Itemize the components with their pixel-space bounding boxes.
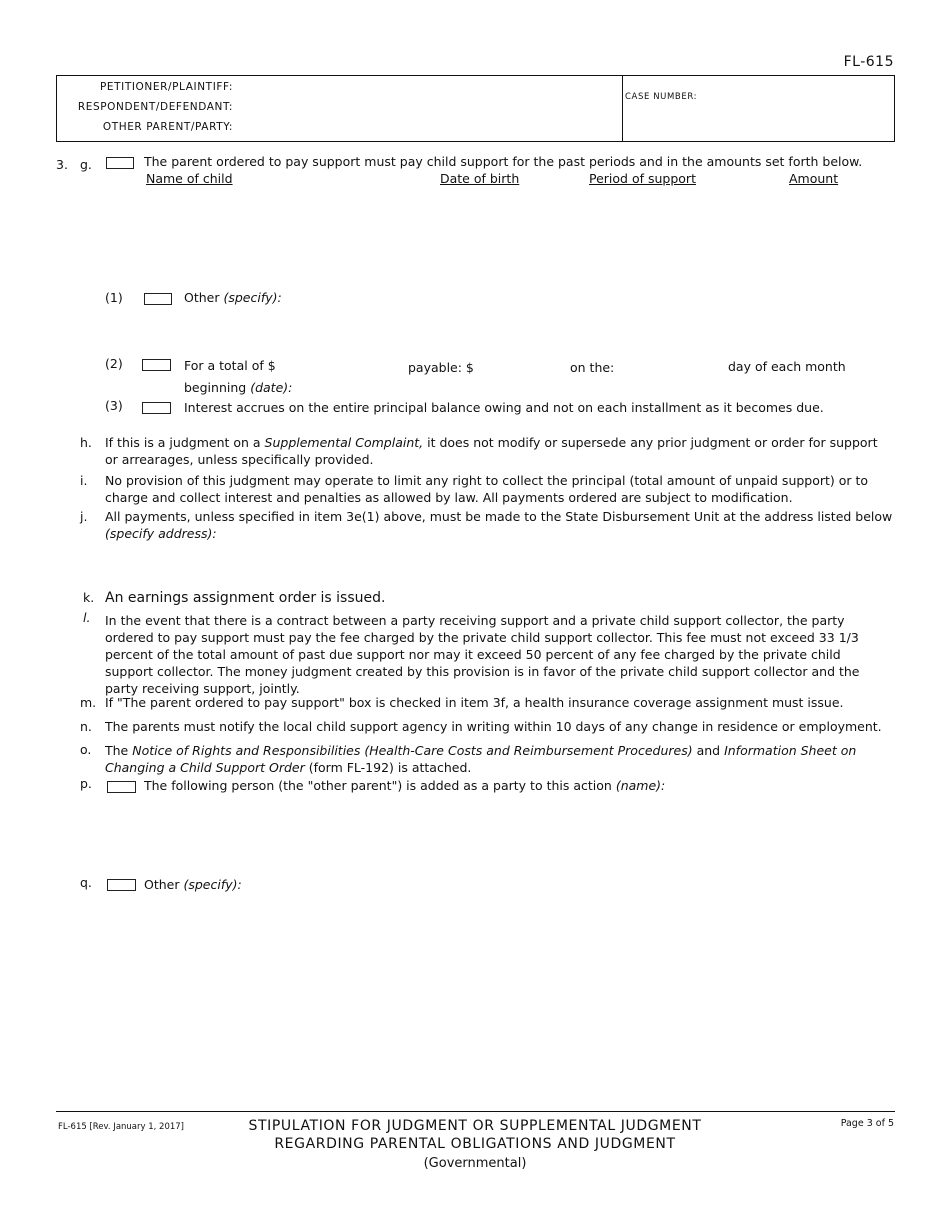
- sub-2-on-label: on the:: [570, 360, 615, 375]
- sub-1-checkbox[interactable]: [144, 293, 172, 305]
- item-h-post: it does not modify or supersede any prior judgment or order for support or arrearages, unless specifically provided.: [105, 435, 878, 467]
- item-o-post: (form FL-192) is attached.: [304, 760, 472, 775]
- item-i-text: No provision of this judgment may operate to limit any right to collect the principal (total amount of unpaid support) or to charge and collect interest and penalties as allowed by law. All payments ordered are subject to modification.: [105, 473, 869, 505]
- item-n-letter: n.: [80, 719, 92, 734]
- sub-2-number: (2): [105, 356, 123, 371]
- sub-2-day-label: day of each month: [728, 359, 846, 374]
- item-g-letter: g.: [80, 157, 92, 172]
- case-number-label: CASE NUMBER:: [625, 92, 698, 102]
- col-period-of-support: Period of support: [589, 171, 696, 186]
- item-number-3: 3.: [56, 157, 68, 172]
- item-p-name-label: (name):: [615, 778, 666, 793]
- item-o-letter: o.: [80, 742, 92, 757]
- footer-title-line-3: (Governmental): [423, 1156, 527, 1171]
- case-number-field[interactable]: [625, 106, 887, 134]
- item-l-text: In the event that there is a contract between a party receiving support and a private child support collector, the party ordered to pay support must pay the fee charged by the private child support collector. This fee must not exceed 33 1/3 percent of the total amount of past due support nor may it exceed 50 percent of any fee charged by the private child support collector. The money judgment created by this provision is in favor of the private child support collector and the party receiving support, jointly.: [105, 613, 860, 696]
- item-n-text: The parents must notify the local child support agency in writing within 10 days of any change in residence or employment.: [105, 719, 882, 734]
- petitioner-field[interactable]: [241, 80, 616, 98]
- caption-divider: [622, 76, 623, 141]
- item-o-italic-2: Information Sheet on Changing a Child Support Order: [105, 743, 857, 775]
- item-k-text: An earnings assignment order is issued.: [105, 590, 386, 606]
- footer-title-line-2: REGARDING PARENTAL OBLIGATIONS AND JUDGMENT: [274, 1136, 676, 1152]
- item-q-checkbox[interactable]: [107, 879, 136, 891]
- item-o-mid: and: [692, 743, 725, 758]
- item-h-letter: h.: [80, 435, 92, 450]
- sub-2-total-label: For a total of $: [184, 358, 276, 373]
- sub-3-checkbox[interactable]: [142, 402, 171, 414]
- item-j-text: All payments, unless specified in item 3e(1) above, must be made to the State Disbursement Unit at the address listed below: [105, 509, 893, 524]
- sub-1-text: Other: [184, 290, 220, 305]
- other-parent-label: OTHER PARENT/PARTY:: [102, 121, 233, 133]
- other-parent-field[interactable]: [241, 120, 616, 138]
- sub-2-payable-label: payable: $: [408, 360, 474, 375]
- footer-title-line-1: STIPULATION FOR JUDGMENT OR SUPPLEMENTAL JUDGMENT: [248, 1118, 702, 1134]
- item-j-specify: (specify address):: [105, 526, 217, 541]
- col-amount: Amount: [789, 171, 839, 186]
- item-m-letter: m.: [80, 695, 97, 710]
- col-name-of-child: Name of child: [146, 171, 233, 186]
- item-p-label: [144, 778, 665, 793]
- address-field[interactable]: [105, 545, 890, 585]
- sub-2-beginning-text: beginning: [184, 380, 247, 395]
- item-o-italic-1: Notice of Rights and Responsibilities (Health-Care Costs and Reimbursement Procedures): [132, 743, 693, 758]
- item-p-checkbox[interactable]: [107, 781, 136, 793]
- other-parent-name-field[interactable]: [144, 798, 889, 858]
- item-o-text: [105, 742, 890, 776]
- respondent-label: RESPONDENT/DEFENDANT:: [77, 101, 233, 113]
- past-support-table-area[interactable]: [144, 190, 889, 280]
- item-i-letter: i.: [80, 473, 88, 488]
- petitioner-label: PETITIONER/PLAINTIFF:: [99, 81, 233, 93]
- footer-revision: FL-615 [Rev. January 1, 2017]: [58, 1122, 184, 1132]
- item-q-specify: (specify):: [183, 877, 242, 892]
- item-q-text: Other: [144, 877, 180, 892]
- sub-3-text: Interest accrues on the entire principal balance owing and not on each installment as it becomes due.: [184, 400, 824, 415]
- item-l-letter: l.: [83, 610, 91, 625]
- respondent-field[interactable]: [241, 100, 616, 118]
- item-h-pre: If this is a judgment on a: [105, 435, 265, 450]
- item-g-text: The parent ordered to pay support must pay child support for the past periods and in the amounts set forth below.: [144, 154, 863, 169]
- item-p-letter: p.: [80, 776, 92, 791]
- item-m-text: If "The parent ordered to pay support" box is checked in item 3f, a health insurance coverage assignment must issue.: [105, 695, 844, 710]
- footer-page: Page 3 of 5: [840, 1118, 894, 1129]
- sub-1-label: [184, 290, 282, 305]
- footer-rule: [56, 1111, 895, 1112]
- sub-1-number: (1): [105, 290, 123, 305]
- other-specify-field[interactable]: [144, 897, 889, 1077]
- sub-2-date-text: (date):: [250, 380, 293, 395]
- sub-3-number: (3): [105, 398, 123, 413]
- item-h-text: [105, 434, 890, 468]
- col-date-of-birth: Date of birth: [440, 171, 520, 186]
- item-h-italic: Supplemental Complaint,: [264, 435, 424, 450]
- item-j-letter: j.: [80, 509, 88, 524]
- sub-2-beginning-label: [184, 380, 292, 395]
- item-q-letter: q.: [80, 875, 92, 890]
- sub-2-checkbox[interactable]: [142, 359, 171, 371]
- sub-1-specify: (specify):: [223, 290, 282, 305]
- form-id: FL-615: [843, 54, 894, 70]
- item-p-text: The following person (the "other parent") is added as a party to this action: [144, 778, 612, 793]
- item-q-label: [144, 877, 242, 892]
- item-k-letter: k.: [83, 590, 95, 605]
- item-o-pre: The: [105, 743, 133, 758]
- item-g-checkbox[interactable]: [106, 157, 134, 169]
